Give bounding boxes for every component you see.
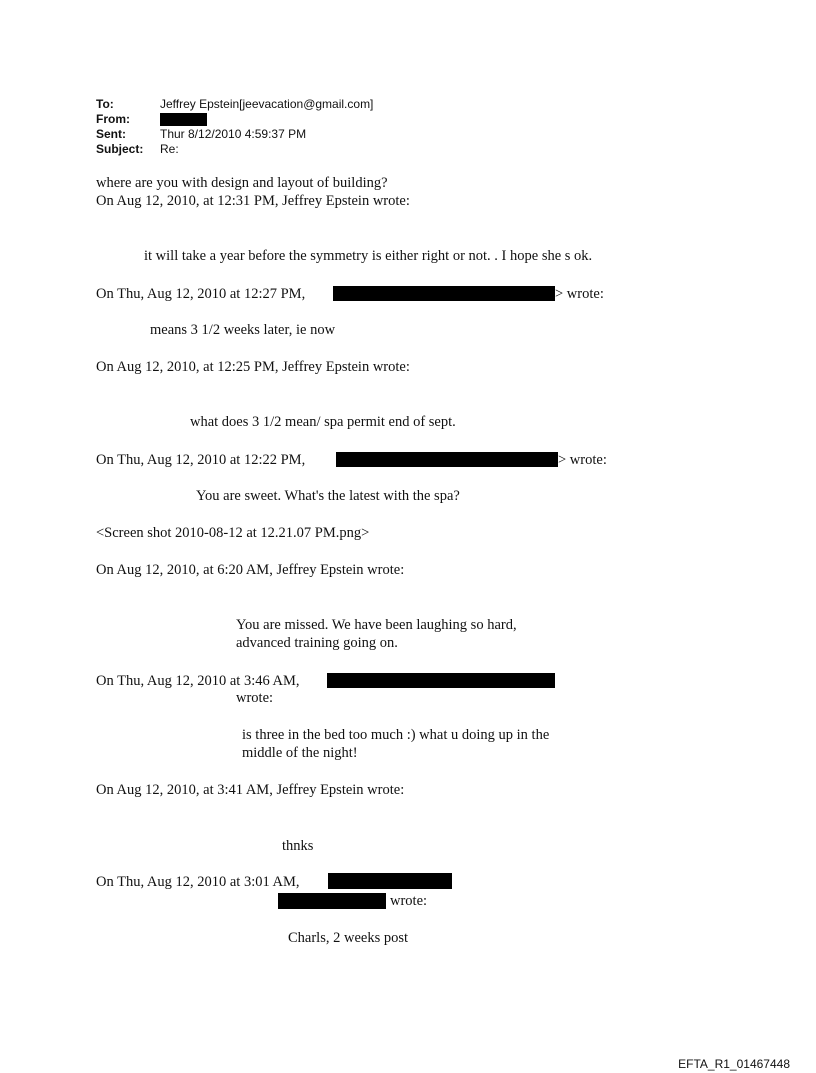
sender-redaction <box>336 452 558 467</box>
sender-redaction <box>327 673 555 688</box>
from-label: From: <box>96 112 130 126</box>
document-id: EFTA_R1_01467448 <box>678 1057 790 1071</box>
to-label: To: <box>96 97 114 111</box>
quoted-text: Charls, 2 weeks post <box>288 930 409 946</box>
body-line: where are you with design and layout of building? <box>96 175 388 191</box>
quoted-text: You are sweet. What's the latest with the spa? <box>196 488 460 504</box>
quote-attribution-suffix: wrote: <box>236 690 274 706</box>
quote-attribution: On Aug 12, 2010, at 3:41 AM, Jeffrey Epstein wrote: <box>96 782 405 798</box>
quoted-text: thnks <box>282 838 314 854</box>
quote-attribution-prefix: On Thu, Aug 12, 2010 at 3:46 AM, <box>96 673 300 689</box>
sent-label: Sent: <box>96 127 126 141</box>
quote-attribution-prefix: On Thu, Aug 12, 2010 at 3:01 AM, <box>96 874 300 890</box>
to-value: Jeffrey Epstein[jeevacation@gmail.com] <box>160 97 374 111</box>
quote-attribution-prefix: On Thu, Aug 12, 2010 at 12:27 PM, <box>96 286 306 302</box>
quote-attribution-suffix: > wrote: <box>558 452 607 468</box>
quoted-text: it will take a year before the symmetry is either right or not. . I hope she s ok. <box>144 248 593 264</box>
quoted-text: is three in the bed too much :) what u doing up in the <box>242 727 550 743</box>
from-redaction <box>160 113 207 126</box>
quote-attribution-suffix: wrote: <box>390 893 428 909</box>
quote-attribution: On Aug 12, 2010, at 12:25 PM, Jeffrey Epstein wrote: <box>96 359 410 375</box>
sent-value: Thur 8/12/2010 4:59:37 PM <box>160 127 307 141</box>
quote-attribution-suffix: > wrote: <box>555 286 604 302</box>
sender-redaction <box>328 873 452 889</box>
attachment-reference: <Screen shot 2010-08-12 at 12.21.07 PM.png> <box>96 525 370 541</box>
subject-label: Subject: <box>96 142 144 156</box>
sender-redaction <box>278 893 386 909</box>
quoted-text: middle of the night! <box>242 745 358 761</box>
sender-redaction <box>333 286 555 301</box>
quote-attribution: On Aug 12, 2010, at 12:31 PM, Jeffrey Epstein wrote: <box>96 193 410 209</box>
quoted-text: what does 3 1/2 mean/ spa permit end of sept. <box>190 414 456 430</box>
email-header <box>0 97 816 157</box>
subject-value: Re: <box>160 142 179 156</box>
quoted-text: advanced training going on. <box>236 635 398 651</box>
quoted-text: You are missed. We have been laughing so hard, <box>236 617 517 633</box>
quote-attribution: On Aug 12, 2010, at 6:20 AM, Jeffrey Epstein wrote: <box>96 562 405 578</box>
quote-attribution-prefix: On Thu, Aug 12, 2010 at 12:22 PM, <box>96 452 306 468</box>
quoted-text: means 3 1/2 weeks later, ie now <box>150 322 336 338</box>
